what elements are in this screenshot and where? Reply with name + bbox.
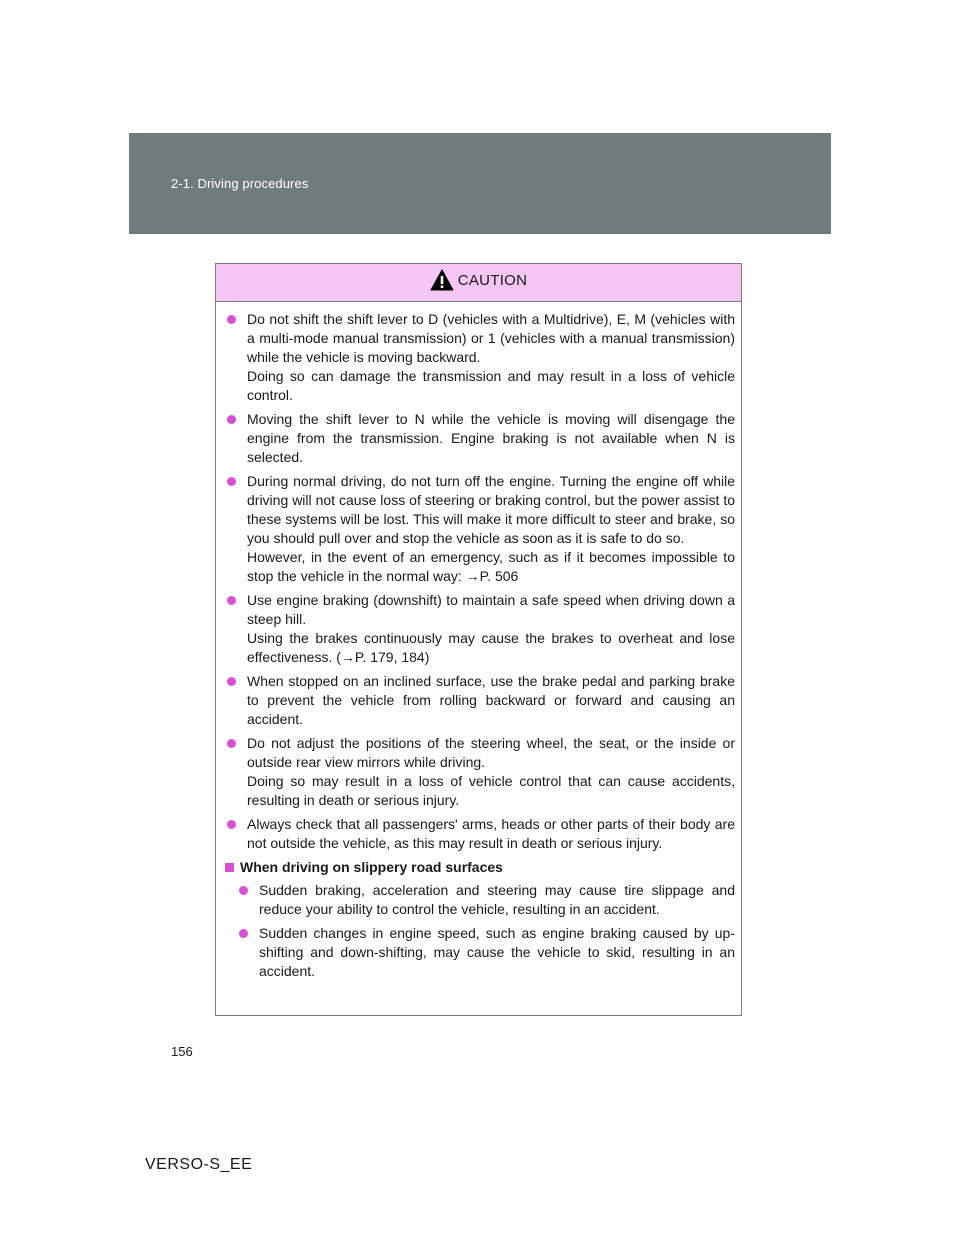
- caution-title: CAUTION: [457, 272, 528, 289]
- bullet-dot: [227, 677, 236, 686]
- bullet-text: However, in the event of an emergency, such as if it becomes impossible to stop the vehicle in the normal way: →P. 506: [247, 549, 735, 584]
- bullet-text: Do not shift the shift lever to D (vehicles with a Multidrive), E, M (vehicles with a multi-mode manual transmission) or 1 (vehicles with a manual transmission) while the vehicle is moving backward.: [247, 311, 735, 365]
- bullet-text: Moving the shift lever to N while the vehicle is moving will disengage the engine from the transmission. Engine braking is not available when N is selected.: [247, 411, 735, 465]
- bullet-text: When stopped on an inclined surface, use the brake pedal and parking brake to prevent the vehicle from rolling backward or forward and causing an accident.: [247, 673, 735, 727]
- subsection-bullets: [224, 881, 735, 981]
- caution-content: [216, 302, 741, 981]
- caution-header: [216, 264, 741, 302]
- bullet-dot: [239, 886, 248, 895]
- bullet-text: During normal driving, do not turn off the engine. Turning the engine off while driving will not cause loss of steering or braking control, but the power assist to these systems will be lost. This will make it more difficult to steer and brake, so you should pull over and stop the vehicle as soon as it is safe to do so.: [247, 473, 735, 546]
- bullet-dot: [227, 315, 236, 324]
- caution-bullet: [224, 815, 735, 853]
- bullet-dot: [239, 929, 248, 938]
- bullet-text: Use engine braking (downshift) to maintain a safe speed when driving down a steep hill.: [247, 592, 735, 627]
- bullet-dot: [227, 596, 236, 605]
- bullet-text: Do not adjust the positions of the steering wheel, the seat, or the inside or outside rear view mirrors while driving.: [247, 735, 735, 770]
- caution-bullet: [224, 410, 735, 467]
- bullet-text: Always check that all passengers' arms, heads or other parts of their body are not outside the vehicle, as this may result in death or serious injury.: [247, 816, 735, 851]
- warning-triangle-icon: [430, 269, 454, 291]
- manual-code: VERSO-S_EE: [145, 1156, 253, 1173]
- bullet-text: Using the brakes continuously may cause the brakes to overheat and lose effectiveness. (→P. 179, 184): [247, 630, 735, 665]
- bullet-dot: [227, 739, 236, 748]
- square-bullet-icon: [225, 863, 234, 872]
- bullet-dot: [227, 415, 236, 424]
- bullet-text: Sudden braking, acceleration and steering may cause tire slippage and reduce your ability to control the vehicle, resulting in an accident.: [259, 882, 735, 917]
- caution-box: [215, 263, 742, 1016]
- caution-bullet: [224, 472, 735, 586]
- caution-bullet: [224, 310, 735, 405]
- caution-bullet: [224, 734, 735, 810]
- subsection-heading-text: When driving on slippery road surfaces: [240, 859, 503, 875]
- bullet-text: Doing so may result in a loss of vehicle control that can cause accidents, resulting in death or serious injury.: [247, 773, 735, 808]
- subsection-heading: [224, 858, 735, 877]
- caution-bullet: [236, 881, 735, 919]
- bullet-dot: [227, 477, 236, 486]
- bullet-text: Sudden changes in engine speed, such as engine braking caused by up-shifting and down-shifting, may cause the vehicle to skid, resulting in an accident.: [259, 925, 735, 979]
- bullet-text: Doing so can damage the transmission and may result in a loss of vehicle control.: [247, 368, 735, 403]
- page-number: 156: [171, 1044, 193, 1059]
- bullet-dot: [227, 820, 236, 829]
- caution-bullet: [236, 924, 735, 981]
- section-title: 2-1. Driving procedures: [171, 176, 309, 191]
- caution-bullet: [224, 591, 735, 667]
- caution-bullet: [224, 672, 735, 729]
